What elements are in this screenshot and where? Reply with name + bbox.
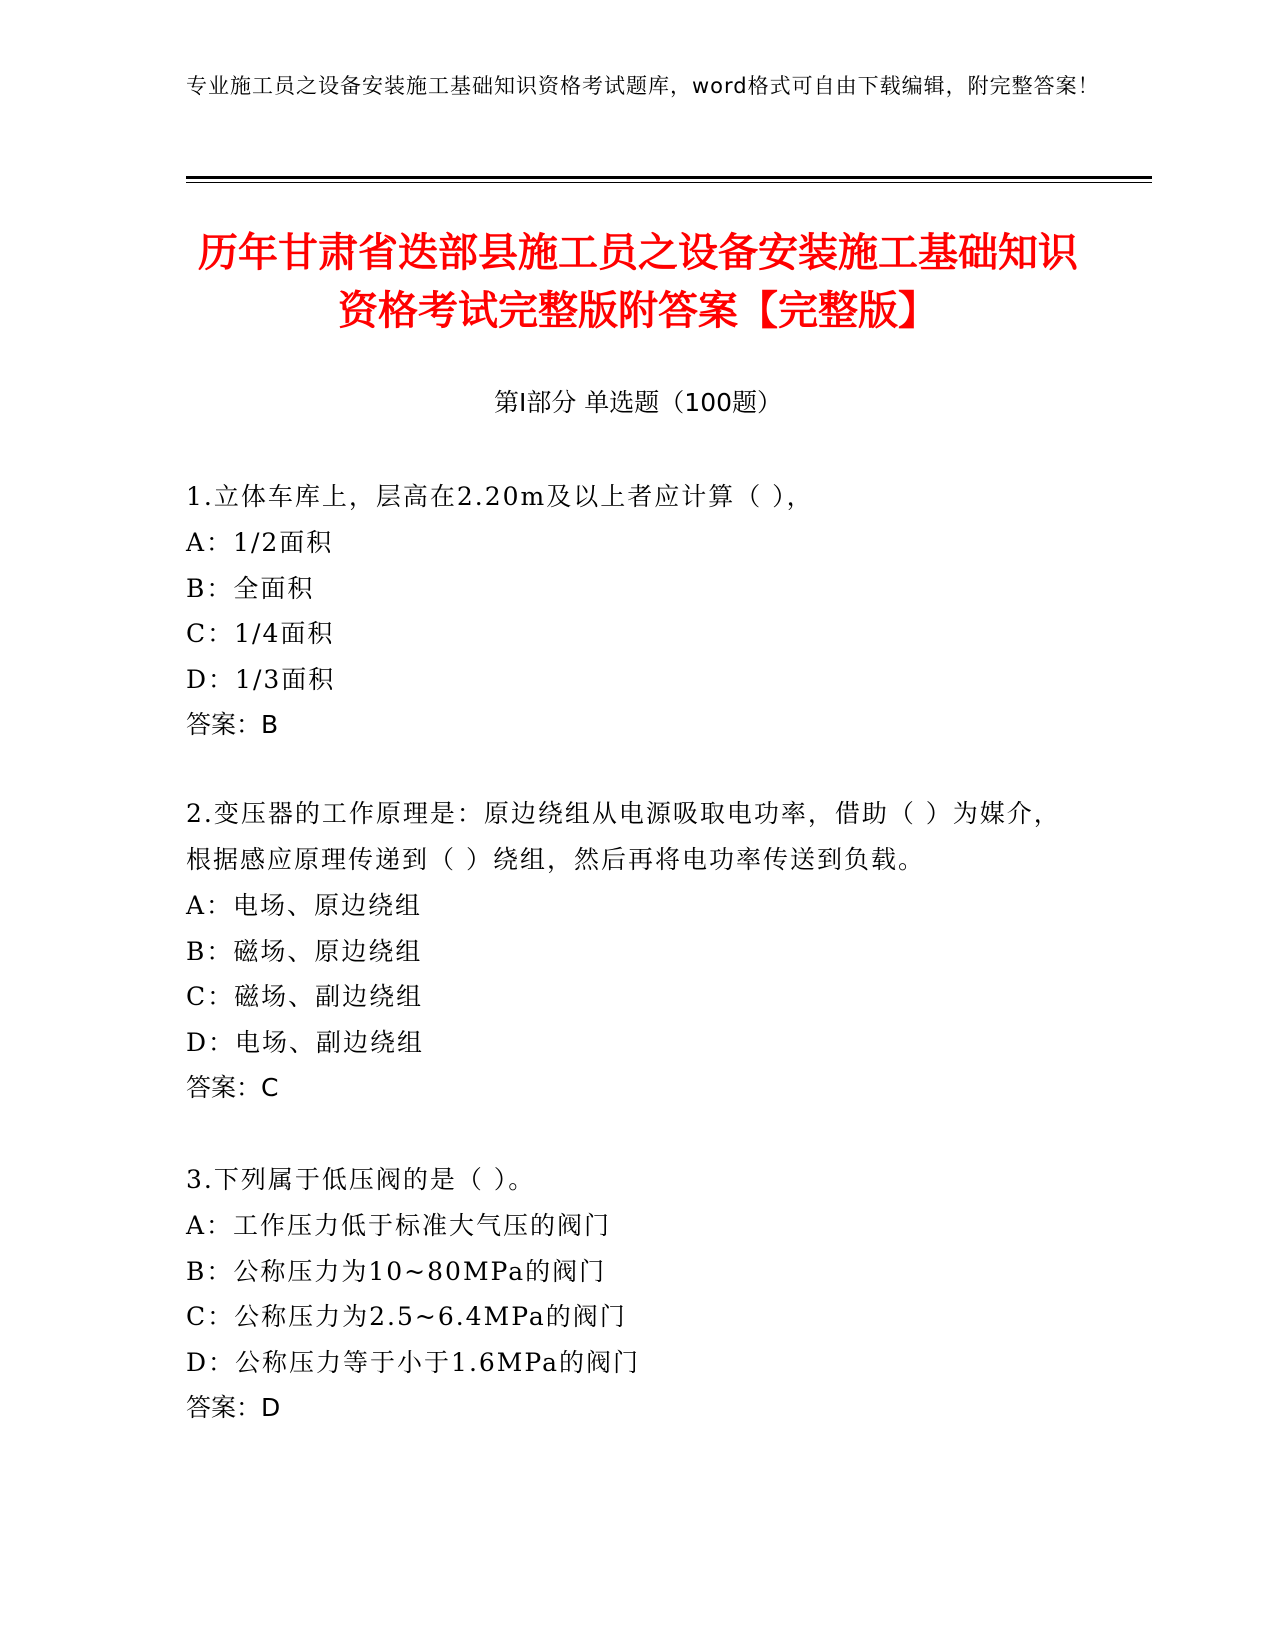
document-title: 历年甘肃省迭部县施工员之设备安装施工基础知识资格考试完整版附答案【完整版】 [198,230,1078,334]
header-divider-thin [186,182,1152,183]
option-a: A：电场、原边绕组 [186,891,423,920]
option-d: D：电场、副边绕组 [186,1027,425,1057]
option-a: A：1/2面积 [186,528,334,557]
header-divider-thick [186,176,1152,179]
question-2 [186,791,1086,1111]
option-b: B：磁场、原边绕组 [186,936,423,966]
option-d: D：1/3面积 [186,664,336,694]
option-c: C：公称压力为2.5~6.4MPa的阀门 [186,1302,627,1331]
answer: 答案：C [186,1073,279,1102]
question-3 [186,1157,1086,1431]
option-c: C：1/4面积 [186,619,335,648]
answer: 答案：B [186,710,279,739]
question-stem: 1.立体车库上，层高在2.20m及以上者应计算（ ）， [186,482,814,511]
section-title: 第Ⅰ部分 单选题（100题） [493,388,783,417]
option-d: D：公称压力等于小于1.6MPa的阀门 [186,1347,641,1377]
option-b: B：公称压力为10~80MPa的阀门 [186,1256,607,1286]
answer: 答案：D [186,1393,281,1422]
question-stem: 3.下列属于低压阀的是（ ）。 [186,1165,536,1194]
option-b: B：全面积 [186,573,315,603]
question-stem: 2.变压器的工作原理是：原边绕组从电源吸取电功率，借助（ ）为媒介，根据感应原理传递到（ ）绕组，然后再将电功率传送到负载。 [186,799,1061,874]
option-a: A：工作压力低于标准大气压的阀门 [186,1211,612,1240]
header-note: 专业施工员之设备安装施工基础知识资格考试题库，word格式可自由下载编辑，附完整答案！ [186,74,1100,98]
option-c: C：磁场、副边绕组 [186,982,424,1011]
question-1 [186,474,1086,748]
